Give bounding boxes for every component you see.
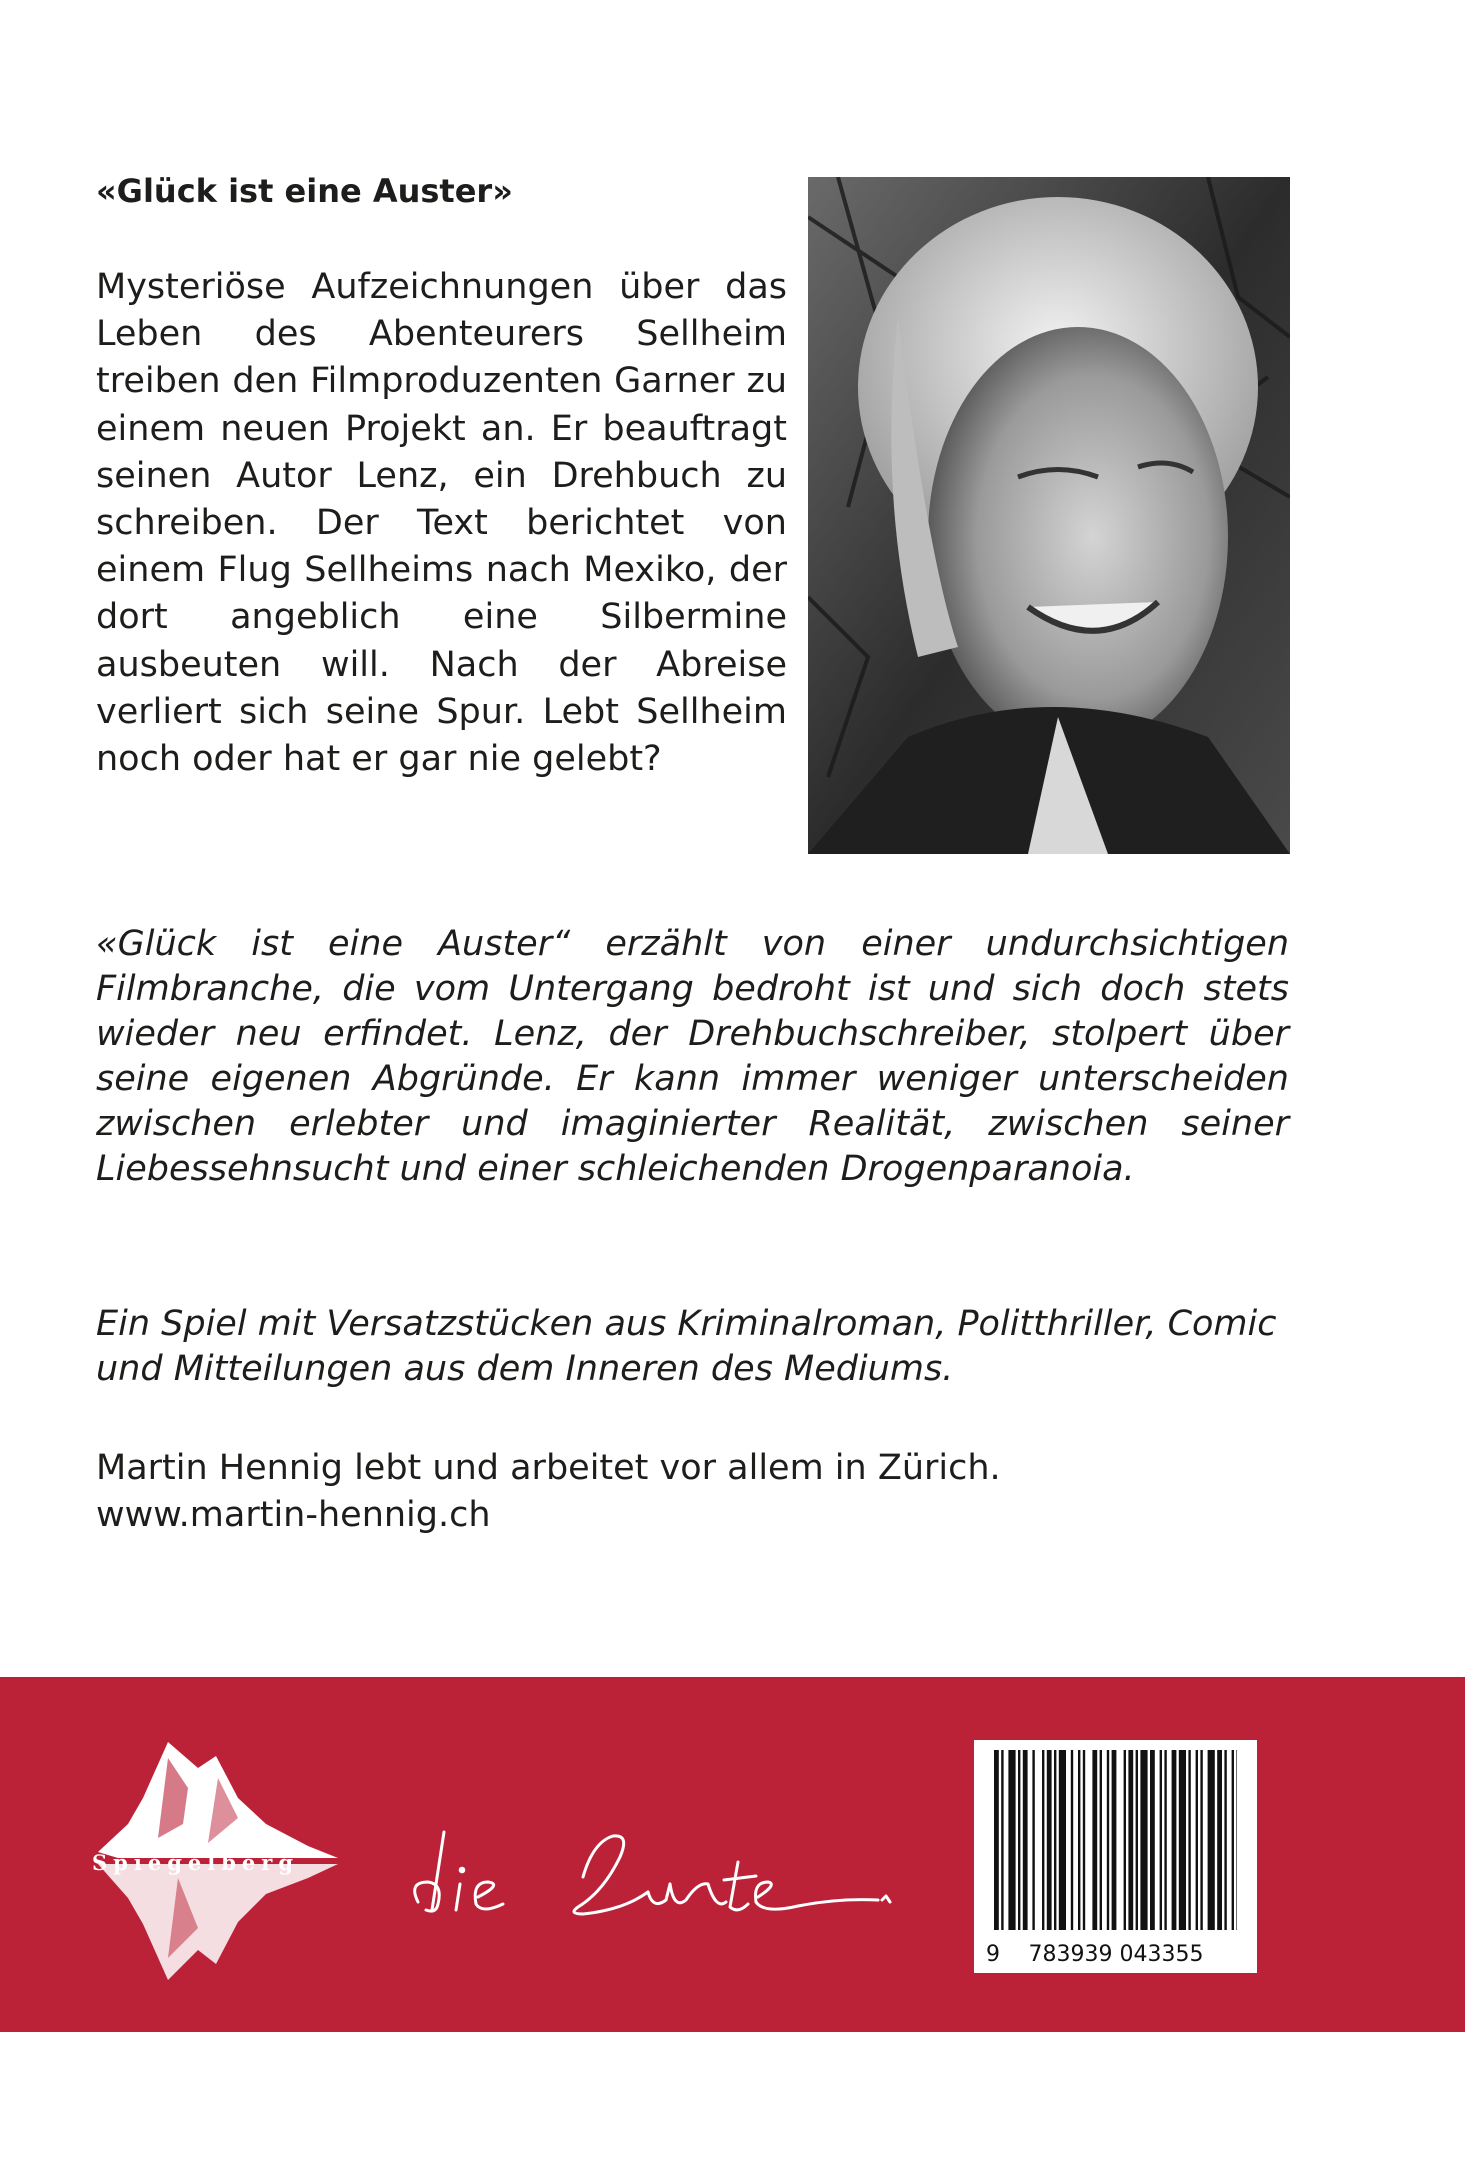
barcode-bar (1078, 1750, 1080, 1930)
barcode-bar (1128, 1750, 1133, 1930)
isbn-lead-digit: 9 (986, 1942, 1000, 1967)
barcode-bar (1224, 1750, 1226, 1930)
barcode-bar (1042, 1750, 1044, 1930)
isbn-barcode (974, 1740, 1257, 1973)
barcode-bar (1217, 1750, 1222, 1930)
barcode-bar (1047, 1750, 1052, 1930)
barcode-bar (1008, 1750, 1015, 1930)
author-bio (96, 1445, 1001, 1539)
barcode-bar (1107, 1750, 1109, 1930)
imprint-signature (408, 1822, 898, 1927)
barcode-bar (1001, 1750, 1003, 1930)
barcode-bar (1023, 1750, 1028, 1930)
barcode-bar (1140, 1750, 1147, 1930)
barcode-bar (1100, 1750, 1102, 1930)
barcode-bar (1179, 1750, 1186, 1930)
barcode-bar (1172, 1750, 1177, 1930)
barcode-bar (994, 1750, 999, 1930)
author-line: Martin Hennig lebt und arbeitet vor allem in Zürich. (96, 1448, 1001, 1488)
barcode-bar (1092, 1750, 1097, 1930)
barcode-bar (1236, 1750, 1237, 1930)
barcode-bar (1196, 1750, 1198, 1930)
isbn-number (986, 1942, 1246, 1967)
barcode-bar (1083, 1750, 1085, 1930)
publisher-name: Spiegelberg (92, 1850, 300, 1875)
barcode-bar (1136, 1750, 1138, 1930)
book-title: «Glück ist eine Auster» (96, 172, 513, 210)
spiel-paragraph: Ein Spiel mit Versatzstücken aus Kriminalroman, Politthriller, Comic und Mitteilungen aus dem Inneren des Mediums. (96, 1304, 1277, 1389)
barcode-bar (1150, 1750, 1155, 1930)
author-photo (808, 177, 1290, 854)
barcode-bar (1232, 1750, 1234, 1930)
quote-paragraph: «Glück ist eine Auster“ erzählt von einer undurchsichtigen Filmbranche, die vom Untergang bedroht ist und sich doch stets wieder neu erfindet. Lenz, der Drehbuchschreiber, stolpert über seine eigenen Abgründe. Er kann immer weniger unterscheiden zwischen erlebter und imaginierter Realität, zwischen seiner Liebessehnsucht und einer schleichenden Drogenparanoia. (96, 924, 1289, 1189)
barcode-bar (1124, 1750, 1126, 1930)
barcode-bar (1188, 1750, 1190, 1930)
isbn-digits: 783939 043355 (1028, 1942, 1204, 1967)
barcode-bars (994, 1750, 1237, 1930)
barcode-bar (1164, 1750, 1166, 1930)
barcode-bar (1054, 1750, 1056, 1930)
barcode-bar (1018, 1750, 1020, 1930)
barcode-bar (1071, 1750, 1073, 1930)
barcode-bar (1059, 1750, 1066, 1930)
barcode-bar (1200, 1750, 1202, 1930)
barcode-bar (1208, 1750, 1215, 1930)
barcode-bar (1032, 1750, 1034, 1930)
barcode-bar (1112, 1750, 1117, 1930)
barcode-bar (1160, 1750, 1162, 1930)
website-link[interactable]: www.martin-hennig.ch (96, 1495, 491, 1535)
intro-paragraph: Mysteriöse Aufzeichnungen über das Leben des Abenteurers Sellheim treiben den Filmproduzenten Garner zu einem neuen Projekt an. Er beauftragt seinen Autor Lenz, ein Drehbuch zu schreiben. Der Text berichtet von einem Flug Sellheims nach Mexiko, der dort angeblich eine Silbermine ausbeuten will. Nach der Abreise verliert sich seine Spur. Lebt Sellheim noch oder hat er gar nie gelebt? (96, 267, 787, 780)
